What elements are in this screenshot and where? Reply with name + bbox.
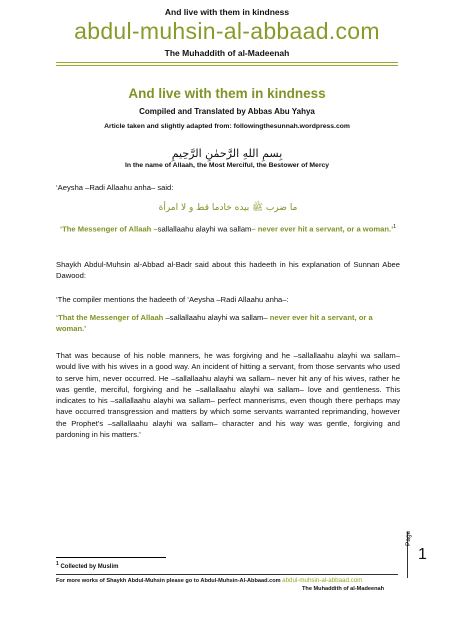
footnote-rule [56, 557, 166, 558]
header-rule-bottom [56, 65, 398, 66]
footnote-ref[interactable]: 1 [393, 224, 396, 230]
quote2-part1: ‘That the Messenger of Allaah [56, 313, 164, 322]
quote1-part3: – never ever hit a servant, or a woman.’ [251, 224, 394, 234]
quote2-close: ’ [84, 324, 86, 334]
footer-subtitle: The Muhaddith of al-Madeenah [302, 586, 385, 592]
article-title: And live with them in kindness [128, 86, 326, 101]
quote2-part3: never ever hit a servant, or a woman. [56, 313, 373, 334]
header-subtitle: The Muhaddith of al-Madeenah [164, 48, 290, 58]
quote1-part1: ‘The Messenger of Allaah – [60, 224, 158, 234]
paragraph-compiler: ‘The compiler mentions the hadeeth of ‘Aeysha –Radi Allaahu anha–: [56, 295, 289, 304]
footer-site: abdul-muhsin-al-abbaad.com [282, 577, 363, 584]
basmala-translation: In the name of Allaah, the Most Merciful, the Bestower of Mercy [124, 162, 330, 169]
quote1-part2: sallallaahu alayhi wa sallam [157, 224, 252, 234]
paragraph-explanation: That was because of his noble manners, he was forgiving and he –sallallaahu alayhi wa sallam– would live with his wives in a good way. An incident of hitting a servant, from those servants who used to serve him, never occurred. He –sallallaahu alayhi wa sallam– never hit any of his wives, rather he was gentle, merciful, forgiving and he –sallallaahu alayhi wa sallam– love and gentleness. This indicates to his –sallallaahu alayhi wa sallam– perfect mannerisms, even though there perhaps may have occurred transgression and matters by which some servants warranted reprimanding, however the Prophet’s –sallallaahu alayhi wa sallam– character and his way was gentle, forgiving and pardoning in his matters.’ [56, 351, 400, 440]
footer-more-works[interactable]: For more works of Shaykh Abdul-Muhsin please go to Abdul-Muhsin-Al-Abbaad.com [56, 578, 281, 584]
hadith-quote-2 [56, 312, 400, 335]
compiled-by: Compiled and Translated by Abbas Abu Yahya [139, 107, 315, 116]
footer-line [56, 577, 362, 584]
article-source: Article taken and slightly adapted from: followingthesunnah.wordpress.com [104, 123, 350, 130]
paragraph-shaykh: Shaykh Abdul-Muhsin al-Abbad al-Badr said about this hadeeth in his explanation of Sunnan Abee Dawood: [56, 260, 400, 281]
arabic-hadith: ما ضرب ﷺ بيده خادما قط و لا امرأة [158, 203, 298, 213]
footer-rule [56, 574, 398, 575]
header-top-line: And live with them in kindness [164, 7, 290, 17]
hadith-quote-1 [56, 222, 400, 235]
page-label: Page [405, 530, 412, 546]
footnote-text: Collected by Muslim [58, 564, 119, 570]
page-number: 1 [418, 546, 427, 563]
header-rule-top [56, 62, 398, 63]
site-banner: abdul-muhsin-al-abbaad.com [74, 18, 380, 44]
basmala: بِسمِ اللهِ الرَّحمٰنِ الرَّحِيمِ [171, 147, 283, 160]
intro-line: ‘Aeysha –Radi Allaahu anha– said: [56, 183, 174, 192]
quote2-part2: –sallallaahu alayhi wa sallam– [163, 313, 270, 322]
footnote [56, 561, 118, 570]
footnote-marker: 1 [56, 561, 59, 567]
